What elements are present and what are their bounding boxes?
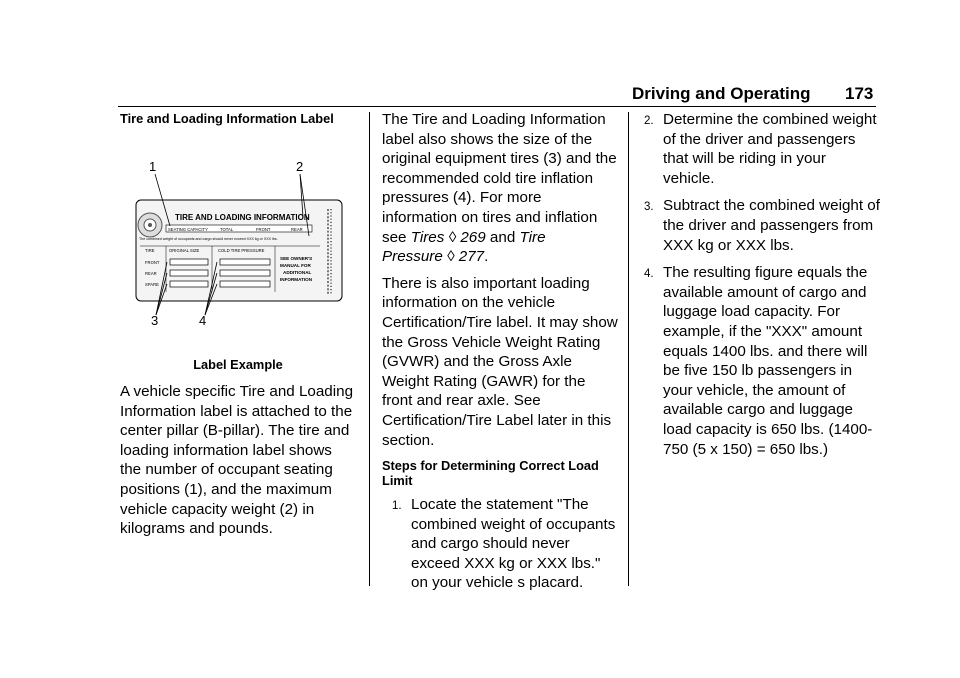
step-text: Determine the combined weight of the driver and passengers that will be riding in your vehicle.	[663, 111, 877, 187]
page-number: 173	[845, 84, 874, 103]
column-2	[382, 110, 618, 601]
seating-label: SEATING CAPACITY	[168, 226, 208, 232]
column-divider-1	[369, 112, 370, 586]
row-spare: SPARE	[145, 281, 159, 287]
step-text: Subtract the combined weight of the driver and passengers from XXX kg or XXX lbs.	[663, 197, 880, 254]
warning-line: The combined weight of occupants and cargo should never exceed XXX kg or XXX lbs.	[139, 236, 278, 241]
section-title: Tire and Loading Information Label	[120, 111, 334, 126]
intro-paragraph: A vehicle specific Tire and Loading Information label is attached to the center pillar (B-pillar). The tire and loading information label shows the number of occupant seating positions (1), and the maximum vehicle capacity weight (2) in kilograms and pounds.	[120, 383, 354, 538]
callout-2: 2	[296, 158, 304, 174]
step-text: The resulting figure equals the available amount of cargo and luggage load capacity. For example, if the "XXX" amount equals 1400 lbs. and there will be five 150 lb passengers in your vehicle, the amount of available cargo and luggage load capacity is 650 lbs. (1400-750 (5 x 150) = 650 lbs.)	[663, 264, 873, 458]
column-1	[120, 112, 356, 539]
tire-pressure-link[interactable]: Tire Pressure ◊ 277	[382, 228, 546, 266]
step-3	[644, 196, 880, 255]
column-divider-2	[628, 112, 629, 586]
header-pressure: COLD TIRE PRESSURE	[218, 247, 265, 253]
side-note-2: MANUAL FOR	[280, 262, 311, 268]
row-front: FRONT	[145, 259, 160, 265]
step-text: Locate the statement "The combined weight of occupants and cargo should never exceed XXX kg or XXX lbs." on your vehicle s placard.	[411, 496, 616, 592]
step-number: 1.	[392, 500, 402, 513]
side-note-1: SEE OWNER'S	[280, 255, 313, 261]
label-info-paragraph	[382, 110, 618, 267]
certification-paragraph: There is also important loading information on the vehicle Certification/Tire label. It may show the Gross Vehicle Weight Rating (GVWR) and the Gross Axle Weight Rating (GAWR) for the front and rear axle. See Certification/Tire Label later in this section.	[382, 274, 618, 449]
step-number: 3.	[644, 201, 654, 214]
header-size: ORIGINAL SIZE	[169, 247, 200, 253]
step-number: 4.	[644, 268, 654, 281]
step-2	[644, 110, 880, 188]
and-word: and	[489, 228, 516, 246]
header-rule	[118, 106, 876, 107]
steps-list-start	[382, 495, 618, 593]
tires-link[interactable]: Tires ◊ 269	[410, 228, 486, 246]
chapter-title: Driving and Operating	[632, 84, 811, 103]
value-boxes	[170, 259, 270, 287]
front-label: FRONT	[256, 226, 271, 232]
column-3	[644, 110, 880, 467]
load-limit-subheading: Steps for Determining Correct Load Limit	[382, 458, 599, 488]
callout-4: 4	[199, 312, 207, 328]
label-info-text: The Tire and Loading Information label also shows the size of the original equipment tires (3) and the recommended cold tire inflation pressures (4). For more information on tires and inflation see	[382, 111, 617, 246]
period: .	[484, 248, 489, 266]
figure-caption: Label Example	[193, 356, 283, 372]
step-number: 2.	[644, 115, 654, 127]
label-example-figure	[120, 127, 356, 328]
callout-1: 1	[149, 158, 157, 174]
step-1	[382, 495, 618, 593]
callout-3: 3	[151, 312, 159, 328]
reference-icon: ◊	[447, 248, 455, 266]
tire-emblem-icon	[138, 213, 162, 237]
label-title: TIRE AND LOADING INFORMATION	[175, 212, 310, 222]
reference-icon: ◊	[448, 228, 457, 246]
rear-label: REAR	[291, 226, 303, 232]
steps-list-continued	[644, 110, 880, 459]
step-4	[644, 263, 880, 459]
header-tire: TIRE	[145, 247, 155, 253]
side-note-3: ADDITIONAL	[283, 269, 312, 275]
side-note-4: INFORMATION	[280, 276, 313, 282]
row-rear: REAR	[145, 270, 157, 276]
total-label: TOTAL	[220, 226, 234, 232]
